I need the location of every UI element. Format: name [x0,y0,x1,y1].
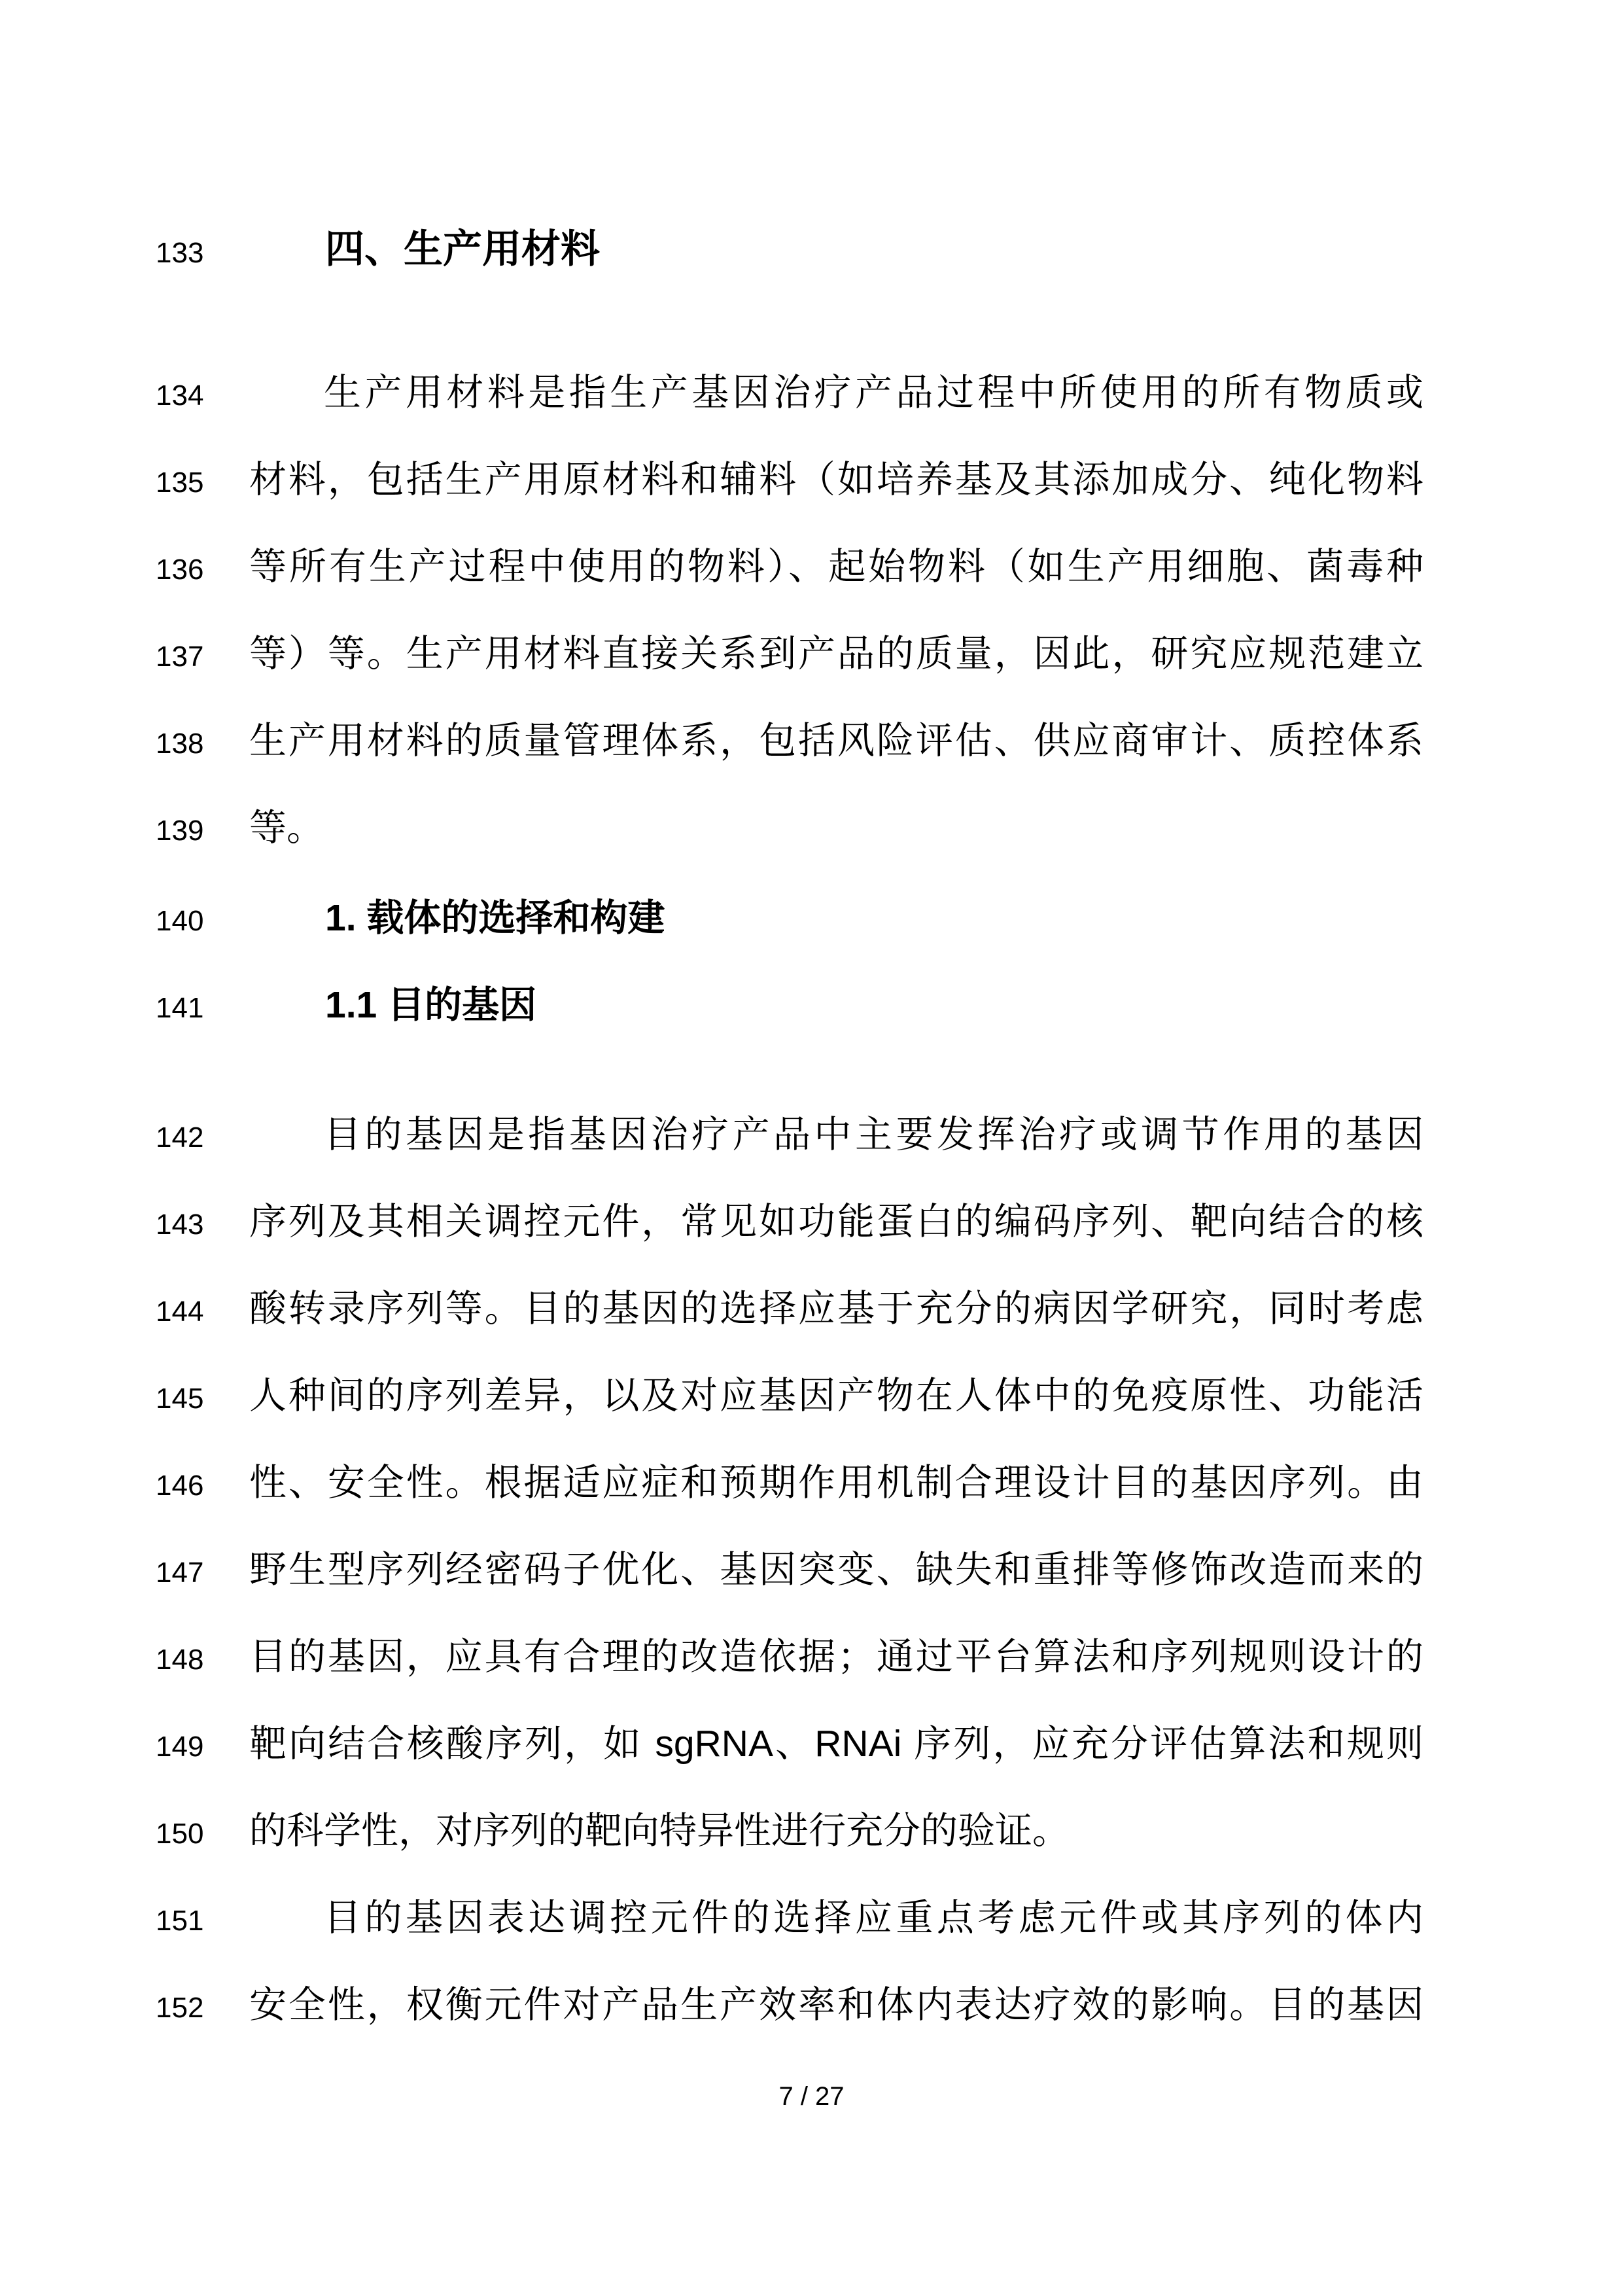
line-text: 目的基因表达调控元件的选择应重点考虑元件或其序列的体内 [324,1897,1423,1939]
document-line [156,367,1423,421]
document-line [156,628,1423,682]
line-number: 143 [156,1209,204,1241]
line-text: 序列及其相关调控元件，常见如功能蛋白的编码序列、靶向结合的核 [249,1201,1423,1243]
line-text: 人种间的序列差异，以及对应基因产物在人体中的免疫原性、功能活 [249,1375,1423,1417]
line-text: 目的基因，应具有合理的改造依据；通过平台算法和序列规则设计的 [249,1636,1423,1678]
document-line [156,1979,1423,2034]
line-text: 野生型序列经密码子优化、基因突变、缺失和重排等修饰改造而来的 [249,1549,1423,1591]
line-number: 133 [156,237,204,269]
line-text: 性、安全性。根据适应症和预期作用机制合理设计目的基因序列。由 [249,1462,1423,1504]
line-number: 136 [156,554,204,586]
line-number: 150 [156,1818,204,1850]
line-text: 生产用材料的质量管理体系，包括风险评估、供应商审计、质控体系 [249,720,1423,762]
line-text: 材料，包括生产用原材料和辅料（如培养基及其添加成分、纯化物料 [249,459,1423,501]
line-number: 147 [156,1557,204,1589]
document-line [156,1370,1423,1424]
document-line [156,715,1423,769]
line-text: 靶向结合核酸序列，如 sgRNA、RNAi 序列，应充分评估算法和规则 [249,1723,1423,1765]
document-line [156,1196,1423,1250]
line-number: 140 [156,905,204,937]
line-number: 144 [156,1296,204,1328]
document-line [156,454,1423,508]
document-line [156,1457,1423,1511]
line-number: 139 [156,815,204,847]
line-text: 酸转录序列等。目的基因的选择应基于充分的病因学研究，同时考虑 [249,1288,1423,1330]
line-number: 135 [156,467,204,499]
line-number: 145 [156,1383,204,1415]
line-text: 等所有生产过程中使用的物料）、起始物料（如生产用细胞、菌毒种 [249,546,1423,588]
line-text: 1.1 目的基因 [325,984,537,1026]
line-text: 等。 [249,807,324,849]
line-text: 安全性，权衡元件对产品生产效率和体内表达疗效的影响。目的基因 [249,1984,1423,2026]
line-text: 目的基因是指基因治疗产品中主要发挥治疗或调节作用的基因 [324,1114,1423,1156]
line-text: 等）等。生产用材料直接关系到产品的质量，因此，研究应规范建立 [249,633,1423,675]
line-text: 生产用材料是指生产基因治疗产品过程中所使用的所有物质或 [324,372,1423,414]
line-number: 151 [156,1905,204,1937]
line-number: 146 [156,1470,204,1502]
document-line [156,1805,1423,1860]
document-line [156,892,1423,947]
document-line [156,1892,1423,1947]
line-number: 137 [156,641,204,673]
line-number: 141 [156,992,204,1024]
document-line [156,1109,1423,1163]
document-line [156,980,1423,1034]
document-line [156,1544,1423,1598]
line-number: 142 [156,1122,204,1154]
line-text: 1. 载体的选择和构建 [325,897,665,939]
line-number: 138 [156,728,204,760]
line-number: 152 [156,1992,204,2024]
line-number: 134 [156,380,204,412]
line-text: 的科学性，对序列的靶向特异性进行充分的验证。 [249,1810,1070,1852]
page-number: 7 / 27 [778,2082,845,2111]
line-number: 149 [156,1731,204,1763]
line-number: 148 [156,1644,204,1676]
document-line [156,1283,1423,1337]
document-line [156,224,1423,279]
document-line [156,1718,1423,1773]
line-text: 四、生产用材料 [325,227,600,271]
document-line [156,802,1423,857]
document-body [156,224,1423,2066]
document-line [156,1631,1423,1686]
document-line [156,541,1423,595]
